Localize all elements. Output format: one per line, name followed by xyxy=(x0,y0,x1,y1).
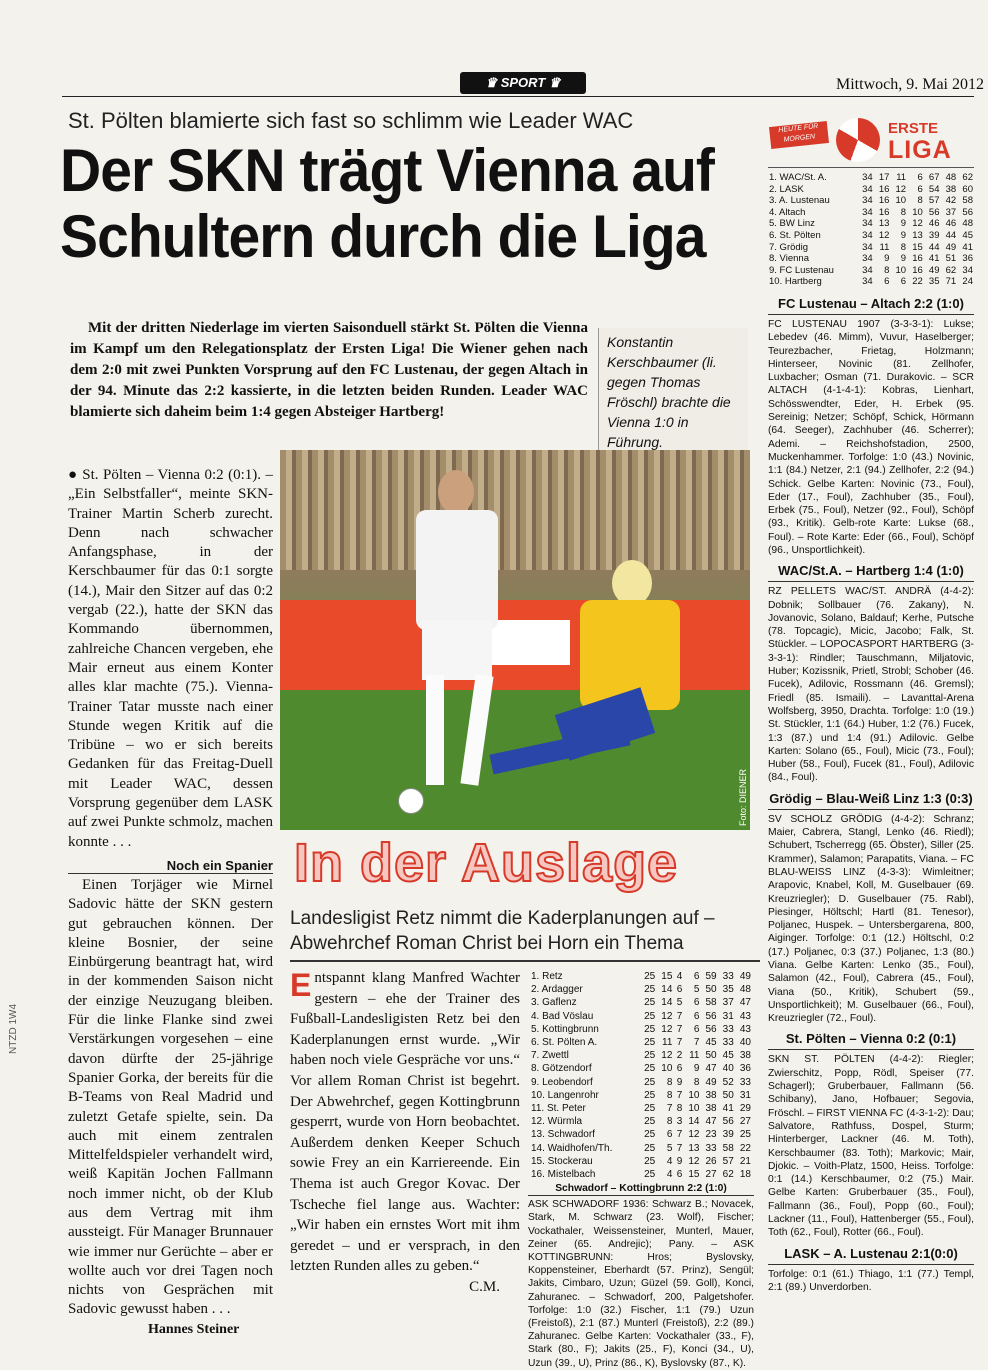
player-white-kit xyxy=(408,470,508,800)
headline: Der SKN trägt Vienna auf Schultern durch die Liga xyxy=(60,137,714,270)
landesliga-row xyxy=(530,1049,752,1062)
table-cell: 56 xyxy=(722,1116,734,1128)
table-cell: 7 xyxy=(676,1129,683,1141)
article-signature: C.M. xyxy=(469,1278,500,1295)
match-title: WAC/St.A. – Hartberg 1:4 (1:0) xyxy=(768,561,974,582)
table-cell: 33 xyxy=(722,971,734,982)
table-cell: 10 xyxy=(688,1103,700,1115)
table-cell: 44 xyxy=(928,241,940,253)
standings-row xyxy=(768,218,974,230)
football xyxy=(398,788,424,814)
table-cell: 48 xyxy=(739,984,751,996)
table-cell: 13 xyxy=(878,218,890,230)
table-cell: 25 xyxy=(739,1129,751,1141)
table-cell: 37 xyxy=(722,997,734,1009)
table-cell: 62 xyxy=(945,264,957,276)
drop-cap: E xyxy=(290,967,312,1003)
table-cell: 14 xyxy=(688,1116,700,1128)
table-cell: 7 xyxy=(676,1142,683,1154)
table-cell: 9 xyxy=(900,218,907,230)
match-reports-list xyxy=(768,294,974,1294)
table-cell: 25 xyxy=(644,1023,656,1035)
table-cell: 67 xyxy=(928,172,940,183)
table-cell: 6 xyxy=(884,276,890,288)
landesliga-row xyxy=(530,1010,752,1023)
table-cell: 37 xyxy=(945,206,957,218)
table-cell: 6 xyxy=(693,1023,700,1035)
league-standings xyxy=(768,172,974,288)
table-cell: 4 xyxy=(666,1169,673,1181)
table-cell: 21 xyxy=(739,1155,751,1167)
team-name: 3. A. Lustenau xyxy=(769,195,830,207)
table-cell: 4 xyxy=(666,1155,673,1167)
table-cell: 50 xyxy=(705,1050,717,1062)
table-cell: 16 xyxy=(878,183,890,195)
team-name: 14. Waidhofen/Th. xyxy=(531,1142,613,1154)
table-cell: 10 xyxy=(661,1063,673,1075)
table-cell: 8 xyxy=(884,264,890,276)
team-name: 8. Vienna xyxy=(769,253,809,265)
table-cell: 15 xyxy=(912,241,923,253)
table-cell: 25 xyxy=(644,1169,656,1181)
kicker: St. Pölten blamierte sich fast so schlimm wie Leader WAC xyxy=(68,108,634,133)
table-cell: 12 xyxy=(661,1050,673,1062)
match-details: RZ PELLETS WAC/ST. ANDRÄ (4-4-2): Dobnik; Sollbauer (76. Zakany), N. Jovanovic, Solano, Baldauf; Kerhe, Putsche (78. Topcagic), Micic, Jacobo; Falk, St. Stückler. – LOPOCASPORT HARTBERG (3-3-3-1): Rindler; Tauschmann, Miljatovic, Huber; Kozissnik, Prietl, Strobl; Schober (46. Fucek), Adilovic, Rossmann (46. Gremsl); Friedl (85. Ismaili). – Lavanttal-Arena Wolfsberg, 3950, Drachta. Torfolge: 1:0 (19.) St. Stückler, 1:1 (64.) Huber, 1:2 (76.) Fucek, 1:3 (87.) und 1:4 (91.) Adilovic. Gelbe Karten: Solano (65., Foul), Micic (73., Foul); Huber (58., Foul), Fucek (81., Foul), Adilovic (84., Foul). xyxy=(768,586,974,784)
table-cell: 47 xyxy=(739,997,751,1009)
table-cell: 14 xyxy=(661,984,673,996)
standings-row xyxy=(768,265,974,277)
table-cell: 8 xyxy=(917,195,923,207)
table-cell: 31 xyxy=(739,1089,751,1101)
landesliga-row xyxy=(530,1168,752,1181)
table-cell: 11 xyxy=(896,172,907,183)
table-cell: 12 xyxy=(895,183,907,195)
landesliga-table xyxy=(530,970,752,1181)
erste-liga-sidebar xyxy=(768,116,974,1296)
logo-text-bottom: LIGA xyxy=(888,136,952,164)
second-article-title: In der Auslage xyxy=(294,833,679,893)
table-cell: 25 xyxy=(644,1050,656,1062)
match-title: LASK – A. Lustenau 2:1(0:0) xyxy=(768,1244,974,1265)
table-cell: 3 xyxy=(676,1116,683,1128)
team-name: 10. Langenrohr xyxy=(531,1089,599,1101)
table-cell: 10 xyxy=(912,206,923,218)
body-paragraph-2: Einen Torjäger wie Mirnel Sadovic hätte der SKN gestern gut gebrauchen können. Der kleine Bosnier, der seine Einbürgerung beantragt hat, wird in der kommenden Saison nicht der einzige Neuzugang bleiben. Für die linke Flanke sind zwei Verstärkungen vorgesehen – eine davon dürfte der 25-jährige Spanier Gorka, der bereits für die B-Teams von Real Madrid und zuletzt Getafe spielte, sein. Da auch mit einem zentralen Mittelfeldspieler verhandelt wird, weiß Kapitän Jochen Fallmann noch immer nicht, ob der Klub aus dem Vertrag mit ihm aussteigt. Für Manager Brunnauer wie immer nur Gerüchte – aber er wollte auch vor drei Tagen noch nichts von Gesprächen mit Sadovic gewusst haben . . . xyxy=(68,876,273,1318)
landesliga-row xyxy=(530,983,752,996)
table-cell: 42 xyxy=(945,195,957,207)
table-cell: 6 xyxy=(917,172,923,183)
landesliga-row xyxy=(530,970,752,983)
table-cell: 41 xyxy=(722,1103,734,1115)
margin-code: NTZD 1W4 xyxy=(8,1004,19,1054)
logo-badge: HEUTE FÜR MORGEN xyxy=(769,121,829,149)
match-details: SV SCHOLZ GRÖDIG (4-4-2): Schranz; Maier, Cabrera, Stangl, Lenko (46. Riedl); Schubert, Tscherregg (65. Öbster), Siller (25. Krammer), Salamon; Parapatits, Viana. – FC BLAU-WEISS LINZ (4-3-3): Wimleitner; Arapovic, Knabel, Koll, M. Guselbauer (69. Kreuzriegler); D. Guselbauer (75. Rabl), Piesinger, Höltschl; Hartl (81. Tenesor), Poljanec, Huspek. – Untersbergarena, 800, Aiginger. Torfolge: 0:1 (12.) Höltschl, 0:2 (17.) Poljanec, 0:3 (37.) Poljanec, 1:3 (80.) Viana. Gelbe Karten: Lenko (35., Foul), Salamon (42., Foul), Cabrera (45., Foul), Viana (50., Kritik), Schubert (59., Unsportlichkeit); M. Guselbauer (66., Foul), Kreuzriegler (72., Foul). xyxy=(768,813,974,1025)
team-name: 11. St. Peter xyxy=(531,1103,586,1115)
table-cell: 6 xyxy=(693,997,700,1009)
table-cell: 15 xyxy=(688,1169,700,1181)
table-cell: 50 xyxy=(705,984,717,996)
table-cell: 7 xyxy=(676,1010,683,1022)
table-cell: 5 xyxy=(676,997,683,1009)
table-cell: 34 xyxy=(862,253,873,265)
match-details: SKN ST. PÖLTEN (4-4-2): Riegler; Zwierschitz, Popp, Rödl, Speiser (77. Schagerl); Gruberbauer, Fallmann (56. Schibany), Jano, Hofbauer; Segovia, Fröschl. – FIRST VIENNA FC (4-3-1-2): Dau; Salvatore, Rathfuss, Dospel, Sturm; Hinterberger, Lackner (46. M. Toth), Kerschbaumer (83. Toth); Markovic; Mair, Djokic. – Voith-Platz, 1500, Heiss. Torfolge: 0:1 (14.) Kerschbaumer, 0:2 (75.) Mair. Gelbe Karten: Gruberbauer (35., Foul), Fallmann (36., Foul), Popp (60., Foul); Lackner (11., Foul), Hattenberger (55., Foul), Toth (62., Foul), Rotter (66., Foul). xyxy=(768,1054,974,1239)
table-cell: 33 xyxy=(722,1037,734,1049)
landesliga-row xyxy=(530,1023,752,1036)
table-cell: 7 xyxy=(676,1089,683,1101)
body-paragraph-1: ● St. Pölten – Vienna 0:2 (0:1). – „Ein Selbstfaller“, meinte SKN-Trainer Martin Scherb zurecht. Denn nach schwacher Anfangsphase, in der Kerschbaumer für das 0:1 sorgte (14.), Mair den Sitzer auf das 0:2 vergab (22.), hatte der SKN das Kommando übernommen, zahlreiche Chancen vergeben, ehe Mair erneut aus einem Konter alles klar machte (75.). Vienna-Trainer Tatar musste nach einer Stunde wegen Kritik auf die Tribüne – wo er sich bereits Gedanken für das Freitag-Duell mit Leader WAC, dessen Vorsprung gegenüber dem LASK auf zwei Punkte schmolz, machen konnte . . . xyxy=(68,467,273,850)
table-cell: 25 xyxy=(644,1103,656,1115)
table-cell: 41 xyxy=(928,253,940,265)
match-report-title: Schwadorf – Kottingbrunn 2:2 (1:0) xyxy=(528,1182,754,1196)
table-cell: 62 xyxy=(962,172,973,183)
table-cell: 46 xyxy=(928,218,940,230)
table-cell: 14 xyxy=(661,997,673,1009)
team-name: 1. WAC/St. A. xyxy=(769,172,827,183)
table-cell: 48 xyxy=(962,218,973,230)
team-name: 2. LASK xyxy=(769,183,804,195)
table-cell: 44 xyxy=(945,229,957,241)
table-cell: 43 xyxy=(739,1023,751,1035)
table-cell: 36 xyxy=(962,253,973,265)
table-cell: 15 xyxy=(661,971,673,982)
photo-caption: Konstantin Kerschbaumer (li. gegen Thomas Fröschl) brachte die Vienna 1:0 in Führung. xyxy=(598,328,748,456)
table-cell: 12 xyxy=(688,1155,700,1167)
table-cell: 34 xyxy=(862,276,873,288)
table-cell: 24 xyxy=(962,276,973,288)
table-cell: 6 xyxy=(693,971,700,982)
table-cell: 38 xyxy=(945,183,957,195)
table-cell: 50 xyxy=(722,1089,734,1101)
table-cell: 29 xyxy=(739,1103,751,1115)
table-cell: 45 xyxy=(722,1050,734,1062)
table-cell: 60 xyxy=(962,183,973,195)
table-cell: 34 xyxy=(862,229,873,241)
table-cell: 38 xyxy=(705,1103,717,1115)
table-cell: 71 xyxy=(945,276,957,288)
table-cell: 6 xyxy=(693,1010,700,1022)
team-name: 6. St. Pölten A. xyxy=(531,1037,598,1049)
table-cell: 25 xyxy=(644,1129,656,1141)
standings-row xyxy=(768,184,974,196)
team-name: 2. Ardagger xyxy=(531,984,583,996)
author-byline: Hannes Steiner xyxy=(148,1322,240,1337)
team-name: 9. Leobendorf xyxy=(531,1076,593,1088)
table-cell: 25 xyxy=(644,1037,656,1049)
table-cell: 11 xyxy=(689,1050,700,1062)
table-cell: 45 xyxy=(962,229,973,241)
table-cell: 59 xyxy=(705,971,717,982)
team-name: 3. Gaflenz xyxy=(531,997,577,1009)
landesliga-row xyxy=(530,1036,752,1049)
match-report xyxy=(528,1182,754,1370)
second-article-body xyxy=(290,968,520,1298)
table-cell: 7 xyxy=(676,1023,683,1035)
table-cell: 6 xyxy=(917,183,923,195)
table-cell: 38 xyxy=(705,1089,717,1101)
photo-credit: Foto: DIENER xyxy=(738,768,748,826)
match-photo xyxy=(280,450,750,830)
table-cell: 2 xyxy=(676,1050,683,1062)
table-cell: 49 xyxy=(739,971,751,982)
table-cell: 27 xyxy=(705,1169,717,1181)
landesliga-row xyxy=(530,1089,752,1102)
table-cell: 39 xyxy=(722,1129,734,1141)
table-cell: 8 xyxy=(693,1076,700,1088)
team-name: 4. Altach xyxy=(769,206,806,218)
top-rule xyxy=(62,96,974,97)
table-cell: 7 xyxy=(676,1037,683,1049)
table-cell: 9 xyxy=(676,1155,683,1167)
table-cell: 25 xyxy=(644,1142,656,1154)
team-name: 15. Stockerau xyxy=(531,1155,593,1167)
table-cell: 33 xyxy=(739,1076,751,1088)
table-cell: 33 xyxy=(722,1023,734,1035)
table-cell: 13 xyxy=(912,229,923,241)
landesliga-row xyxy=(530,1142,752,1155)
logo-ball-icon xyxy=(836,118,880,162)
table-cell: 39 xyxy=(928,229,940,241)
table-cell: 49 xyxy=(945,241,957,253)
match-title: FC Lustenau – Altach 2:2 (1:0) xyxy=(768,294,974,315)
table-cell: 25 xyxy=(644,984,656,996)
table-cell: 12 xyxy=(912,218,923,230)
match-title: St. Pölten – Vienna 0:2 (0:1) xyxy=(768,1029,974,1050)
crowd-background xyxy=(280,450,750,570)
table-cell: 34 xyxy=(862,172,873,183)
table-cell: 12 xyxy=(661,1010,673,1022)
table-cell: 10 xyxy=(895,264,907,276)
table-cell: 51 xyxy=(945,253,957,265)
team-name: 1. Retz xyxy=(531,971,563,982)
table-cell: 9 xyxy=(884,253,890,265)
table-cell: 9 xyxy=(676,1076,683,1088)
match-details: Torfolge: 0:1 (61.) Thiago, 1:1 (77.) Templ, 2:1 (89.) Unverdorben. xyxy=(768,1268,974,1293)
section-label: ♛ SPORT ♛ xyxy=(460,72,586,94)
table-cell: 58 xyxy=(705,997,717,1009)
table-cell: 16 xyxy=(912,264,923,276)
second-article-rule xyxy=(290,960,760,962)
landesliga-row xyxy=(530,996,752,1009)
second-article-text: ntspannt klang Manfred Wachter gestern – ehe der Trainer des Fußball-Landesligisten Retz bei den Kaderplanungen ernst wurde. „Wir haben noch viele Gespräche vor uns.“ Vor allem Roman Christ ist begehrt. Der Abwehrchef, gegen Kottingbrunn gesperrt, wurde von Horn beobachtet. Außerdem denken Keeper Schuch sowie Frey an ein Karriereende. Ein Thema ist auch Gregor Kovac. Der Tscheche fiel lange aus. Wachter: „Wir haben ein ernstes Wort mit ihm geredet – und er versprach, in den letzten Runden alles zu geben.“ xyxy=(290,970,520,1275)
table-cell: 8 xyxy=(666,1076,673,1088)
table-cell: 34 xyxy=(862,195,873,207)
standings-row xyxy=(768,207,974,219)
table-cell: 57 xyxy=(928,195,940,207)
table-cell: 43 xyxy=(739,1010,751,1022)
table-cell: 26 xyxy=(705,1155,717,1167)
landesliga-row xyxy=(530,1155,752,1168)
table-cell: 6 xyxy=(676,1063,683,1075)
table-cell: 11 xyxy=(662,1037,673,1049)
table-cell: 11 xyxy=(879,241,890,253)
table-cell: 38 xyxy=(739,1050,751,1062)
table-cell: 6 xyxy=(676,1169,683,1181)
article-body-column xyxy=(68,466,273,1320)
table-cell: 9 xyxy=(693,1063,700,1075)
table-cell: 9 xyxy=(900,253,907,265)
newspaper-page xyxy=(8,0,984,1369)
table-cell: 49 xyxy=(928,264,940,276)
landesliga-row xyxy=(530,1102,752,1115)
table-cell: 9 xyxy=(900,229,907,241)
standings-row xyxy=(768,230,974,242)
logo-text-top: ERSTE xyxy=(888,120,939,137)
subheading: Noch ein Spanier xyxy=(68,858,273,874)
table-cell: 17 xyxy=(878,172,890,183)
table-cell: 25 xyxy=(644,1010,656,1022)
table-cell: 5 xyxy=(693,984,700,996)
team-name: 5. Kottingbrunn xyxy=(531,1023,599,1035)
table-cell: 47 xyxy=(705,1063,717,1075)
match-details: FC LUSTENAU 1907 (3-3-3-1): Lukse; Lebedev (46. Mimm), Vuvur, Haselberger; Teurezbacher, Frietag, Holzmann; Hinterseer, Novinic (81. Zellhofer, Luxbacher; Osman (71. Durakovic. – SCR ALTACH (4-1-4-1): Kobras, Lienhart, Schösswendter, Eder, H. Erbek (95. Sereinig; Netzer; Schöpf, Schick, Hörmann (64. Seeger), Zachhuber (46. Scherrer); Ademi. – Reichshofstadion, 2500, Muckenhammer. Torfolge: 1:0 (43.) Novinic, 1:1 (84.) Netzer, 2:1 (94.) Zellhofer, 2:2 (94.) Schick. Gelbe Karten: Novinic (73., Foul), Eder (17., Foul), Zachhuber (35., Foul), Erbek (75., Foul), Netzer (92., Foul), Schöpf (93., Kritik). Gelb-rote Karte: Lukse (68., Foul). – Rote Karte: Eder (66., Foul), Schöpf (96., Unsportlichkeit). xyxy=(768,318,974,556)
table-cell: 62 xyxy=(722,1169,734,1181)
table-cell: 34 xyxy=(862,183,873,195)
match-report-text: ASK SCHWADORF 1936: Schwarz B.; Novacek, Stark, M. Schwarz (23. Wolf), Fischer; Vockathaler, Weissensteiner, Munterl, Mauer, Zeiner (65. Andrejic); Pany. – ASK KOTTINGBRUNN: Hros; Byslovsky, Koppensteiner, Eberhardt (57. Prinz), Sengül; Jakits, Cimbaro, Uzun; Güzel (59. Goll), Konci, Zahuranec. – Schwadorf, 200, Palgetshofer. Torfolge: 1:0 (32.) Fischer, 1:1 (79.) Uzun (Freistoß), 2:1 (87.) Munterl (Freistoß), 2:2 (89.) Zahuranec. Gelbe Karten: Vockathaler (33., F), Stark (80., F); Jakits (25., F), Konci (34., U), Uzun (39., U), Prinz (86., K), Byslovsky (87., K). xyxy=(528,1199,754,1369)
table-cell: 5 xyxy=(666,1142,673,1154)
table-cell: 34 xyxy=(862,241,873,253)
player-yellow-kit xyxy=(530,560,730,800)
table-cell: 46 xyxy=(945,218,957,230)
table-cell: 12 xyxy=(661,1023,673,1035)
team-name: 6. St. Pölten xyxy=(769,229,821,241)
table-cell: 49 xyxy=(705,1076,717,1088)
erste-liga-logo xyxy=(768,116,974,168)
table-cell: 18 xyxy=(739,1169,751,1181)
table-cell: 41 xyxy=(962,241,973,253)
table-cell: 6 xyxy=(676,984,683,996)
team-name: 12. Würmla xyxy=(531,1116,583,1128)
landesliga-row xyxy=(530,1062,752,1075)
table-cell: 16 xyxy=(912,253,923,265)
table-cell: 10 xyxy=(895,195,907,207)
table-cell: 25 xyxy=(644,1116,656,1128)
table-cell: 34 xyxy=(862,206,873,218)
table-cell: 8 xyxy=(666,1089,673,1101)
table-cell: 34 xyxy=(862,218,873,230)
table-cell: 25 xyxy=(644,971,656,982)
table-cell: 56 xyxy=(928,206,940,218)
table-cell: 10 xyxy=(688,1089,700,1101)
table-cell: 4 xyxy=(676,971,683,982)
table-cell: 58 xyxy=(722,1142,734,1154)
table-cell: 45 xyxy=(705,1037,717,1049)
second-article-subtitle: Landesligist Retz nimmt die Kaderplanungen auf – Abwehrchef Roman Christ bei Horn ein Thema xyxy=(290,908,715,954)
table-cell: 40 xyxy=(722,1063,734,1075)
team-name: 7. Zwettl xyxy=(531,1050,569,1062)
table-cell: 8 xyxy=(900,206,907,218)
table-cell: 33 xyxy=(705,1142,717,1154)
landesliga-row xyxy=(530,1076,752,1089)
table-cell: 6 xyxy=(666,1129,673,1141)
table-cell: 56 xyxy=(962,206,973,218)
table-cell: 56 xyxy=(705,1023,717,1035)
table-cell: 12 xyxy=(688,1129,700,1141)
standings-row xyxy=(768,242,974,254)
standings-row xyxy=(768,172,974,184)
table-cell: 8 xyxy=(666,1116,673,1128)
table-cell: 54 xyxy=(928,183,940,195)
table-cell: 47 xyxy=(705,1116,717,1128)
team-name: 4. Bad Vöslau xyxy=(531,1010,594,1022)
landesliga-row xyxy=(530,1128,752,1141)
table-cell: 52 xyxy=(722,1076,734,1088)
table-cell: 27 xyxy=(739,1116,751,1128)
table-cell: 34 xyxy=(962,264,973,276)
lead-paragraph: Mit der dritten Niederlage im vierten Saisonduell stärkt St. Pölten die Vienna im Kampf um den Relegationsplatz der Ersten Liga! Die Wiener gehen nach dem 2:0 mit zwei Punkten Vorsprung auf den FC Lustenau, der gegen Altach in der 94. Minute das 2:2 kassierte, in die letzten beiden Runden. Leader WAC blamierte sich daheim beim 1:4 gegen Absteiger Hartberg! xyxy=(70,320,588,420)
table-cell: 6 xyxy=(900,276,907,288)
table-cell: 25 xyxy=(644,1076,656,1088)
team-name: 8. Götzendorf xyxy=(531,1063,592,1075)
table-cell: 57 xyxy=(722,1155,734,1167)
standings-row xyxy=(768,253,974,265)
table-cell: 56 xyxy=(705,1010,717,1022)
table-cell: 16 xyxy=(878,206,890,218)
table-cell: 36 xyxy=(739,1063,751,1075)
table-cell: 12 xyxy=(878,229,890,241)
table-cell: 31 xyxy=(722,1010,734,1022)
team-name: 10. Hartberg xyxy=(769,276,822,288)
table-cell: 35 xyxy=(722,984,734,996)
issue-date: Mittwoch, 9. Mai 2012 xyxy=(836,76,984,93)
table-cell: 7 xyxy=(666,1103,673,1115)
table-cell: 48 xyxy=(945,172,957,183)
table-cell: 16 xyxy=(878,195,890,207)
match-title: Grödig – Blau-Weiß Linz 1:3 (0:3) xyxy=(768,789,974,810)
landesliga-row xyxy=(530,1115,752,1128)
table-cell: 35 xyxy=(928,276,940,288)
table-cell: 22 xyxy=(912,276,923,288)
table-cell: 25 xyxy=(644,1063,656,1075)
table-cell: 23 xyxy=(705,1129,717,1141)
team-name: 7. Grödig xyxy=(769,241,809,253)
table-cell: 7 xyxy=(693,1037,700,1049)
table-cell: 8 xyxy=(900,241,907,253)
table-cell: 22 xyxy=(739,1142,751,1154)
table-cell: 25 xyxy=(644,997,656,1009)
table-cell: 8 xyxy=(676,1103,683,1115)
table-cell: 25 xyxy=(644,1155,656,1167)
table-cell: 40 xyxy=(739,1037,751,1049)
team-name: 16. Mistelbach xyxy=(531,1169,596,1181)
standings-row xyxy=(768,276,974,288)
table-cell: 58 xyxy=(962,195,973,207)
table-cell: 34 xyxy=(862,264,873,276)
standings-row xyxy=(768,195,974,207)
team-name: 9. FC Lustenau xyxy=(769,264,834,276)
table-cell: 25 xyxy=(644,1089,656,1101)
team-name: 5. BW Linz xyxy=(769,218,815,230)
team-name: 13. Schwadorf xyxy=(531,1129,595,1141)
table-cell: 13 xyxy=(688,1142,700,1154)
